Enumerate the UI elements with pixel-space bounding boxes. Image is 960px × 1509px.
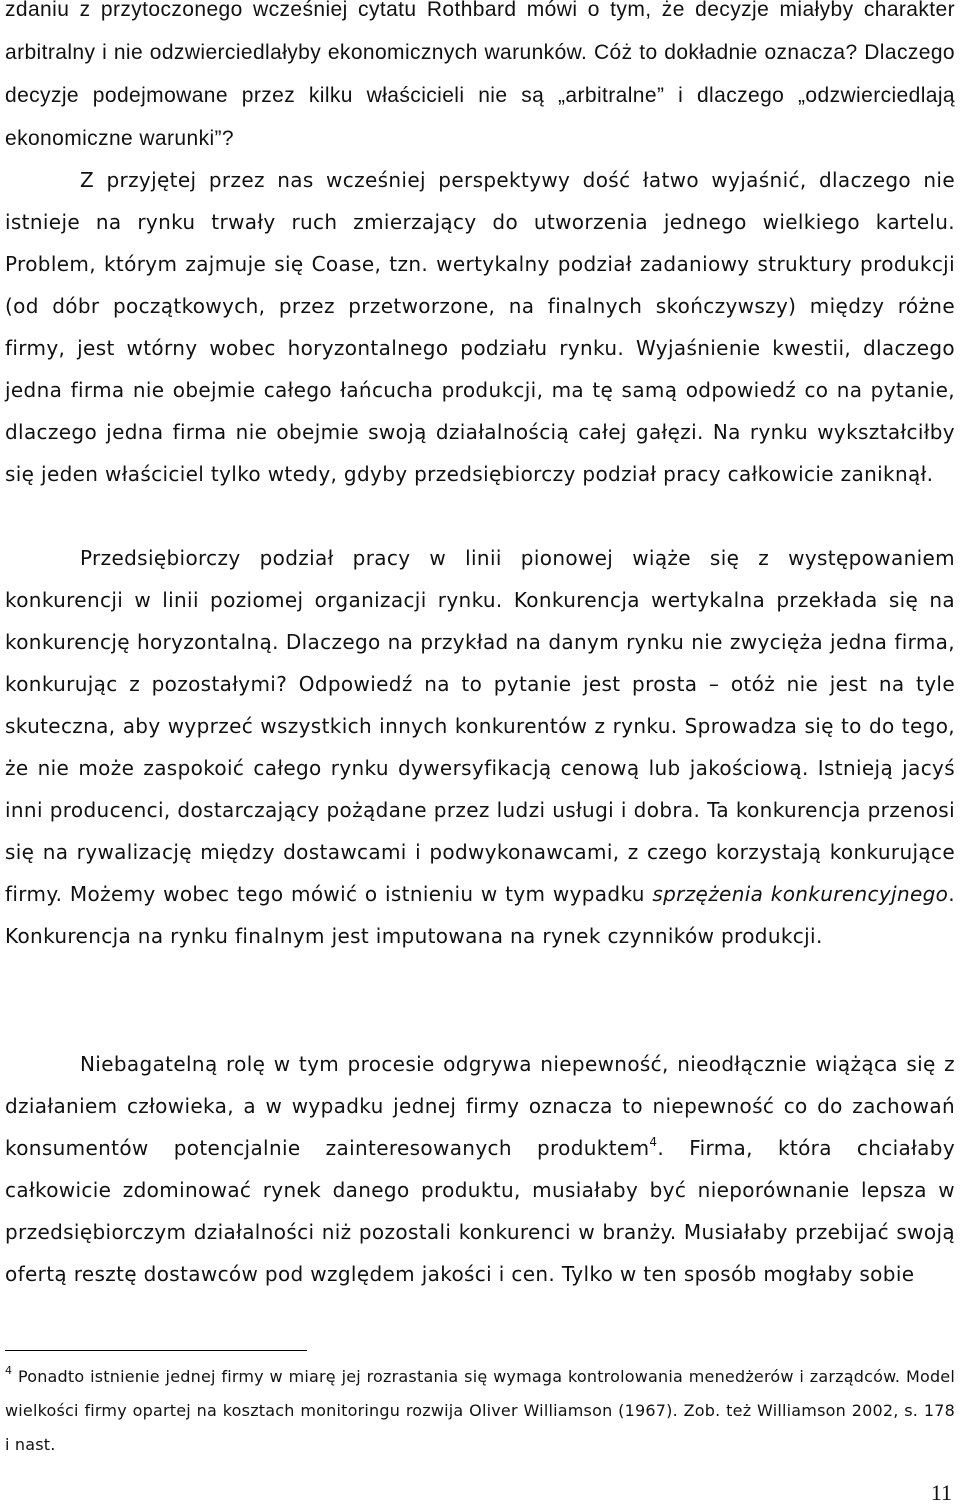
paragraph-text: . Konkurencja na rynku finalnym jest imputowana na rynek czynników produkcji. [5, 882, 955, 948]
paragraph-uncertainty [5, 1043, 955, 1295]
paragraph-text: Niebagatelną rolę w tym procesie odgrywa niepewność, nieodłącznie wiążąca się z działaniem człowieka, a w wypadku jednej firmy oznacza to niepewność co do zachowań konsumentów potencjalnie zainteresowanych produktem [5, 1052, 955, 1160]
paragraph-continued [5, 0, 955, 160]
footnote-reference: 4 [649, 1135, 658, 1149]
paragraph-text: zdaniu z przytoczonego wcześniej cytatu Rothbard mówi o tym, że decyzje miałyby charakter arbitralny i nie odzwierciedlałyby ekonomicznych warunków. Cóż to dokładnie oznacza? Dlaczego decyzje podejmowane przez kilku właścicieli nie są „arbitralne” i dlaczego „odzwierciedlają ekonomiczne warunki”? [5, 0, 955, 150]
footnote-separator [5, 1350, 307, 1351]
footnote [5, 1360, 955, 1462]
paragraph-text: Z przyjętej przez nas wcześniej perspektywy dość łatwo wyjaśnić, dlaczego nie istnieje na rynku trwały ruch zmierzający do utworzenia jednego wielkiego kartelu. Problem, którym zajmuje się Coase, tzn. wertykalny podział zadaniowy struktury produkcji (od dóbr początkowych, przez przetworzone, na finalnych skończywszy) między różne firmy, jest wtórny wobec horyzontalnego podziału rynku. Wyjaśnienie kwestii, dlaczego jedna firma nie obejmie całego łańcucha produkcji, ma tę samą odpowiedź co na pytanie, dlaczego jedna firma nie obejmie swoją działalnością całej gałęzi. Na rynku wykształciłby się jeden właściciel tylko wtedy, gdyby przedsiębiorczy podział pracy całkowicie zaniknął. [5, 168, 955, 486]
footnote-text: Ponadto istnienie jednej firmy w miarę jej rozrastania się wymaga kontrolowania menedżerów i zarządców. Model wielkości firmy opartej na kosztach monitoringu rozwija Oliver Williamson (1967). Zob. też Williamson 2002, s. 178 i nast. [5, 1367, 955, 1454]
italic-term: sprzężenia konkurencyjnego [652, 882, 949, 906]
paragraph-competition [5, 537, 955, 957]
page-number: 11 [930, 1480, 952, 1505]
paragraph-text: . Firma, która chciałaby całkowicie zdominować rynek danego produktu, musiałaby być nieporównanie lepsza w przedsiębiorczym działalności niż pozostali konkurenci w branży. Musiałaby przebijać swoją ofertą resztę dostawców pod względem jakości i cen. Tylko w ten sposób mogłaby sobie [5, 1136, 955, 1286]
paragraph-cartel [5, 159, 955, 495]
paragraph-text: Przedsiębiorczy podział pracy w linii pionowej wiąże się z występowaniem konkurencji w linii poziomej organizacji rynku. Konkurencja wertykalna przekłada się na konkurencję horyzontalną. Dlaczego na przykład na danym rynku nie zwycięża jedna firma, konkurując z pozostałymi? Odpowiedź na to pytanie jest prosta – otóż nie jest na tyle skuteczna, aby wyprzeć wszystkich innych konkurentów z rynku. Sprowadza się to do tego, że nie może zaspokoić całego rynku dywersyfikacją cenową lub jakościową. Istnieją jacyś inni producenci, dostarczający pożądane przez ludzi usługi i dobra. Ta konkurencja przenosi się na rywalizację między dostawcami i podwykonawcami, z czego korzystają konkurujące firmy. Możemy wobec tego mówić o istnieniu w tym wypadku [5, 546, 955, 906]
footnote-number: 4 [5, 1364, 13, 1377]
